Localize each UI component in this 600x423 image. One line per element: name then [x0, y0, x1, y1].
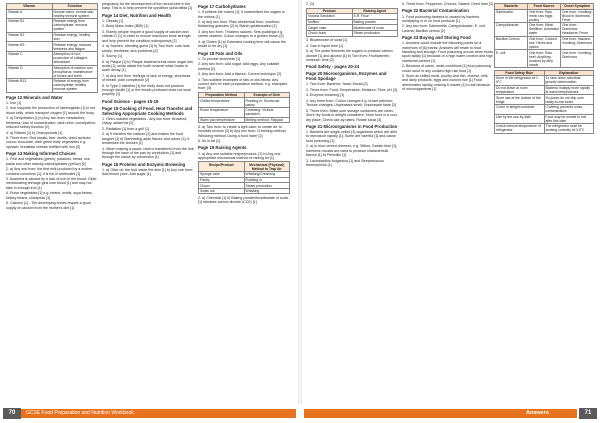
right-page-column-3: [494, 2, 594, 135]
section-heading: Page 17 Carbohydrates: [198, 4, 246, 9]
right-page-column-1: [306, 2, 398, 168]
table-row: [495, 124, 594, 134]
table-cell: One from: Meat; Shellfish; Untreated water: [529, 23, 559, 36]
answer-text: 5. Scurvy [1]: [102, 54, 122, 59]
answer-text: 1. Fruit and vegetables (green); potatoes, bread, rice, pasta and other starchy carbohydrates (yellow) [2]: [6, 157, 91, 166]
table-row: [495, 76, 594, 86]
table-cell: E. coli: [495, 50, 528, 68]
table-cell: Vitamin D: [7, 65, 53, 79]
table-cell: One from: Vomiting; Blood in diarrhoea; Fever: [562, 9, 592, 22]
section-heading: Page 16 Proteins and Enzymic Browning: [102, 161, 186, 167]
table-cell: Creaming: Victoria sandwich: [244, 108, 290, 118]
table-header-cell: Food Safety Rule: [495, 70, 545, 76]
table-cell: Muffins: [307, 19, 353, 25]
table-row: [199, 188, 290, 194]
table-row: [495, 23, 594, 37]
table-row: [495, 85, 594, 95]
table-cell: Vitamin B1: [7, 19, 53, 33]
section-heading: Page 20 Microorganisms, Enzymes and Food Spoilage: [306, 71, 387, 82]
table-cell: Vitamin B3: [7, 42, 53, 52]
answer-text: 2. Body Mass Index (BMI) [1]: [102, 24, 149, 29]
section-heading: Page 13 Making Informed Choices: [6, 151, 76, 157]
table-cell: Choux: [199, 183, 245, 189]
answer-text: 4. Any three from: Colour changes e.g. brown patches; Texture changes; Unpleasant smell; Unpleasant taste [3]: [306, 98, 396, 108]
table-cell: Whisking: [244, 188, 290, 194]
table-row: [199, 98, 290, 108]
right-page-number: 71: [579, 408, 597, 419]
table-row: [307, 30, 398, 36]
table-cell: To slow down microbial growth/ deterioration: [544, 76, 594, 86]
table-cell: Release of energy from carbohydrate; healthy immune system: [52, 79, 98, 93]
answer-text: 3. Any two from: Thickens sauces; Sets puddings e.g. crème caramel; Colour changes to a golden brown [2]: [198, 29, 284, 39]
answer-text: 2. a) In blue-veined cheeses, e.g. Stilton, Danish blue [1]; harmless moulds are used to produce characteristic flavour [1] b) Penicillin [1]: [306, 144, 398, 157]
section-heading: Page 15 Cooking of Food, Heat Transfer and Selecting Appropriate Cooking Methods: [102, 105, 193, 116]
answer-text: 5. Three from: Red meats; liver; lentils; dried apricots; cocoa; chocolate; dark green leafy vegetables e.g. spinach; breakfast cereals fortified with iron [3]: [6, 136, 92, 149]
answer-text: 2. a) Chemical [1] b) Baking powder/bicarbonate of soda [1] releases carbon dioxide (CO2) [1]: [198, 196, 288, 205]
table-cell: Bicarbonate of soda: [352, 25, 398, 31]
answer-text: 1. It softens the onions [1]; it caramelises the sugars in the onions [1]: [198, 10, 285, 19]
section-heading: Page 22 Bacterial Contamination: [402, 8, 469, 14]
table-header-row: [495, 4, 594, 10]
section-heading: Page 18 Fats and Oils: [198, 50, 243, 56]
answer-text: 8. In Type 2 diabetes [1] the body does not produce enough insulin [1] or the insulin produced does not work properly [1]: [102, 83, 191, 97]
answer-text: 2. Iron supports the production of haemoglobin [1] in red blood cells, which transport oxygen [1] around the body.: [6, 106, 96, 115]
right-page: [304, 0, 596, 404]
table-header-cell: Function: [52, 4, 98, 10]
table-cell: Melting method: Flapjack: [244, 117, 290, 123]
answer-text: 4. a) Gluten [1] b) Extended cooking time will cause the bread to be dry [1]: [198, 39, 286, 49]
section-heading: Page 23 Buying and Storing Food: [402, 35, 471, 41]
answer-text: 6. Air in fat [1]: [198, 139, 220, 144]
table-cell: Pastry: [199, 177, 245, 183]
answer-text: 1. a) Olive oil; the fruit inside the skin [1] b) Any one from: Add lemon juice; Add sugar [1]: [102, 167, 194, 177]
table-cell: Campylobacter: [495, 23, 528, 37]
answer-text: 1. Oven-roasted vegetables - Any two from: Browned; crispy; added fat [2]: [102, 116, 188, 126]
table-row: [495, 104, 594, 114]
answer-text: 5. a) The yeast ferments the sugars to produce carbon dioxide [1] and alcohol [1] b) Two from: Fruit/warmth; moisture; time [2]: [306, 49, 393, 62]
table-cell: One from: Vomiting; Diarrhoea: [561, 50, 594, 68]
answer-text: 1. Obesity [1]: [102, 18, 124, 23]
table-row: [7, 79, 98, 93]
table-row: [7, 19, 98, 33]
answer-text: 1. To provide shortness [1]: [198, 56, 241, 61]
table-cell: Room temperature: [199, 108, 245, 118]
table-row: [7, 42, 98, 52]
table-cell: Cover in airtight container: [495, 104, 545, 114]
table-cell: Vitamin C: [7, 51, 53, 65]
table-cell: S.R. Flour: [352, 14, 398, 20]
table-cell: Swiss roll: [199, 188, 245, 194]
table-cell: Food may be unsafe to eat after this date: [544, 114, 594, 124]
answer-text: 4. Two suitable examples of fats or oils below: Any correct dish for each preparation method, e.g. examples from: [4]: [198, 77, 288, 91]
answer-text: 3. Elderly people require a good supply of calcium and vitamin D [1] in order to ensure maximum bone strength and help prevent the condition osteoporosis [1]: [102, 29, 191, 43]
answer-text: 3. Such as chilled meat, poultry and fish, cheese, milk and dairy products, eggs and cooked rice [1] Food deteriorates rapidly, making it unsafe [1] to eat because of microorganisms [1]: [402, 74, 491, 92]
answer-text: 3. Lactobacillus bulgaricus [1] and Streptococcus thermophilus [1]: [306, 158, 384, 167]
answer-text: 1. Two from: Bacteria; Yeast; Mould [2]: [306, 82, 368, 87]
answer-text: 3. a) Dehydration [1] b) Any two from: headaches; tiredness; loss of concentration; dark urine; constipation; reduced kidney function [2]: [6, 116, 96, 130]
section-heading: Page 14 Diet, Nutrition and Health: [102, 12, 171, 18]
table-cell: Bacteria multiply more rapidly at warm temperatures: [544, 85, 594, 95]
table-cell: Use by the use-by date: [495, 114, 545, 124]
table-row: [495, 9, 594, 23]
left-page-column-2: [102, 2, 194, 178]
left-page-column-1: [6, 2, 98, 211]
answer-text: 1. Food poisoning bacteria is caused by bacteria multiplying in or on food products [1]: [402, 14, 480, 23]
answers-label: Answers: [526, 410, 549, 416]
table-row: [7, 32, 98, 42]
table-cell: Covering prevents cross-contamination: [544, 104, 594, 114]
answer-text: 6. a) Plaque [1] b) Plaque bacteria break down sugar into acids [1]; acids attack the tooth enamel which leads to tooth decay [1]: [102, 59, 193, 73]
table-header-cell: Onset Symptom: [561, 4, 594, 10]
table-cell: Ginger cake: [307, 25, 353, 31]
table-row: [495, 95, 594, 105]
table-row: [199, 108, 290, 118]
answer-text: 1. a) Any one suitable recipe/product: [1] b) Any one appropriate mechanical method of raising air [1]: [198, 151, 281, 160]
table-cell: Vitamin B2: [7, 32, 53, 42]
answer-text: 1. Bacteria are single-celled [1] organisms which are able to reproduce rapidly [1]; Some are harmful [1] and cause food poisoning [1]: [306, 130, 398, 143]
table-cell: Victoria Sandwich: [307, 14, 353, 20]
table-cell: Warm pan temperature: [199, 117, 245, 123]
answer-text: 4. Pulse vegetables [1] e.g. beans, lentils, soya beans, kidney beans, chickpeas [1]: [6, 191, 93, 200]
table-cell: Release energy; reduces tiredness and fatigue: [52, 42, 98, 52]
table-cell: Release energy from carbohydrate; nervous system: [52, 19, 98, 33]
answer-text: 1. Iron [1]: [6, 100, 22, 105]
answer-table: [6, 3, 98, 93]
answer-text: 2. Radiation [1] from a grill [1]: [102, 126, 149, 131]
table-cell: Normal vision; normal skin; healthy immune system: [52, 9, 98, 19]
answer-text: 2. [1]: [306, 2, 314, 6]
book-title: GCSE Food Preparation and Nutrition Workbook: [26, 410, 134, 416]
table-header-cell: Product: [307, 8, 353, 14]
answer-text: 2. Three from: Food; Temperature; Moisture; Time; pH [3]: [306, 87, 397, 92]
answer-text: 3. Enzymic browning [1]: [306, 93, 345, 98]
table-row: [7, 65, 98, 79]
answer-text: 5. Calcium [1] - The developing bones require a good supply of calcium from the mother's diet [1]: [6, 201, 91, 210]
table-cell: Rubbing in: [244, 177, 290, 183]
table-cell: Release energy; healthy skin: [52, 32, 98, 42]
left-page-number: 70: [3, 408, 21, 419]
answer-text: 2. Because of warm, moist conditions [1] food poisoning could occur in any cooked high-risk food [1]: [402, 64, 491, 73]
answer-text: 2. a) Any two from: Plain wholemeal flour; cornflour; thickening granules [2] b) Starch gelatinisation [1]: [198, 20, 281, 29]
table-cell: Store in the refrigerator at 0-5°C: [495, 76, 545, 86]
table-cell: Absorption of iron; production of collagen; antioxidant: [52, 51, 98, 65]
table-row: [495, 114, 594, 124]
section-heading: Food Science - pages 15-19: [102, 98, 159, 104]
answer-text: 4. a) Rickets [1] b) Osteoporosis [1]: [6, 130, 63, 135]
table-cell: Vitamin B12: [7, 79, 53, 93]
table-header-cell: Bacteria: [495, 4, 528, 10]
table-row: [495, 36, 594, 50]
table-cell: Sponge cake: [199, 172, 245, 178]
table-cell: Do not leave at room temperature: [495, 85, 545, 95]
table-cell: Absorption of calcium and phosphorus; maintenance of bones and teeth: [52, 65, 98, 79]
table-cell: Steam production: [352, 30, 398, 36]
right-page-column-2: [402, 2, 494, 93]
bacteria-table: [494, 3, 594, 68]
table-cell: Rubbing-in: Shortcrust pastry: [244, 98, 290, 108]
food-safety-table: [494, 70, 594, 134]
table-cell: One from: Cooked rice; Herbs and spices: [528, 36, 561, 50]
book-gutter: [298, 0, 302, 404]
table-cell: Vitamin A: [7, 9, 53, 19]
table-header-cell: Vitamin: [7, 4, 53, 10]
answer-table: [198, 92, 290, 123]
answer-text: 3. Any two from: Add a flavour; Correct technique [2]: [198, 72, 282, 77]
table-cell: Steam production: [244, 183, 290, 189]
table-cell: Store raw at the bottom of the fridge: [495, 95, 545, 105]
table-header-cell: Food Source: [528, 4, 561, 10]
table-cell: One from: Nausea; Vomiting; Diarrhoea: [561, 36, 594, 50]
answer-text: 3. Anaemia is caused by a lack of iron in the blood. Older menstruating teenage girls lose blood [1] and may not take in enough iron [1]: [6, 177, 97, 190]
table-row: [495, 50, 594, 68]
table-cell: So juices do not drip onto ready-to-eat foods: [544, 95, 594, 105]
answer-text: 2. Any two from: Add sugar; Add eggs; Any suitable method [2]: [198, 62, 280, 71]
answer-text: 2. a) Any one from: the first milk produced by a mother contains colostrum [1]; it is full of antibodies [1]: [6, 167, 93, 176]
answer-table: [306, 8, 398, 37]
table-cell: Choux buns: [307, 30, 353, 36]
table-cell: One from: Raw beef; Anything touched by dirty hands: [528, 50, 561, 68]
section-heading: Food Safety - pages 20-24: [306, 64, 360, 70]
table-row: [7, 51, 98, 65]
answer-text: 2. Any two from: Salmonella; Campylobacter; E. coli; Listeria; Bacillus cereus [2]: [402, 24, 486, 33]
left-page-column-3: [198, 2, 290, 206]
table-header-cell: Explanation: [544, 70, 594, 76]
section-heading: Page 19 Raising Agents: [198, 145, 247, 151]
answer-text: 3. Bicarbonate of soda [1]: [306, 38, 347, 43]
table-cell: Check internal temperature of refrigerator: [495, 124, 545, 134]
left-page: [4, 0, 296, 404]
table-header-cell: Recipe/Product: [199, 162, 245, 172]
answer-text: pregnancy for the development of the neural tube in the baby. This is to help prevent the condition spina bifida [1]: [102, 2, 193, 11]
answer-text: 4. a) Swollen, bleeding gums [1] b) Two from: cuts heal slowly; tiredness; skin problems [2]: [102, 44, 190, 53]
table-cell: Chilled temperature: [199, 98, 245, 108]
section-heading: Page 12 Minerals and Water: [6, 94, 63, 100]
table-cell: The refrigerator must be working correctly at 0-5°C: [544, 124, 594, 134]
answer-table: [198, 161, 290, 194]
table-cell: Baking powder: [352, 19, 398, 25]
table-header-cell: Raising Agent: [352, 8, 398, 14]
table-header-row: [199, 162, 290, 172]
right-footer: [300, 404, 600, 423]
left-footer: [0, 404, 300, 423]
answer-text: 3. a) It hardens the calcium [1] and makes the food tougher [1] b) Marinading adds flavour and colour [1]; it tenderises the chicken [1]: [102, 132, 190, 145]
answer-text: 5. Three from: Pepperoni; Chorizo; Salami; Dried ham [3]: [402, 2, 493, 6]
table-cell: One from: Raw meat; raw eggs; poultry: [528, 9, 561, 23]
answer-text: 5. Three from: Make sure storage containers are clean; Store dry foods in airtight containers; Store food in a cool, dry place; Check use-by dates; Rotate stock [3]: [306, 108, 398, 122]
section-heading: Page 21 Microorganisms in Food Production: [306, 123, 398, 129]
table-header-cell: Example of Dish: [244, 92, 290, 98]
table-cell: Whisking/Creaming: [244, 172, 290, 178]
answer-text: 4. Gas in liquid form [1]: [306, 43, 343, 48]
table-cell: One from: Diarrhoea; Headache; Fever: [561, 23, 594, 37]
table-header-cell: Preparation Method: [199, 92, 245, 98]
table-cell: Bacillus Cereus: [495, 36, 528, 50]
table-header-cell: Mechanical (Physical) Method to Trap Air: [244, 162, 290, 172]
table-row: [199, 117, 290, 123]
answer-text: 1. Answers could include the following points for a maximum of [6] marks: Answers will relate to food handling and storage: Food poisoning occurs when foods spoil rapidly [1] because of a high water content and high nutritional content [1]: [402, 41, 494, 63]
answer-text: 5. a) Two from: to create a light cake; to create air; to emulsify mixture [2] b) Any two from: Creaming method; Whisking method; Using a food mixer [2]: [198, 124, 287, 138]
answer-text: 4. When making a sauce, heat is transferred from the hob through the base of the pan by conduction [1] and through the sauce by convection [1]: [102, 146, 194, 160]
table-row: [7, 9, 98, 19]
table-cell: Salmonella: [495, 9, 528, 23]
answer-text: 7. a) Any two from: feelings of lack of energy; shortness of breath; pale complexion [2]: [102, 73, 191, 83]
